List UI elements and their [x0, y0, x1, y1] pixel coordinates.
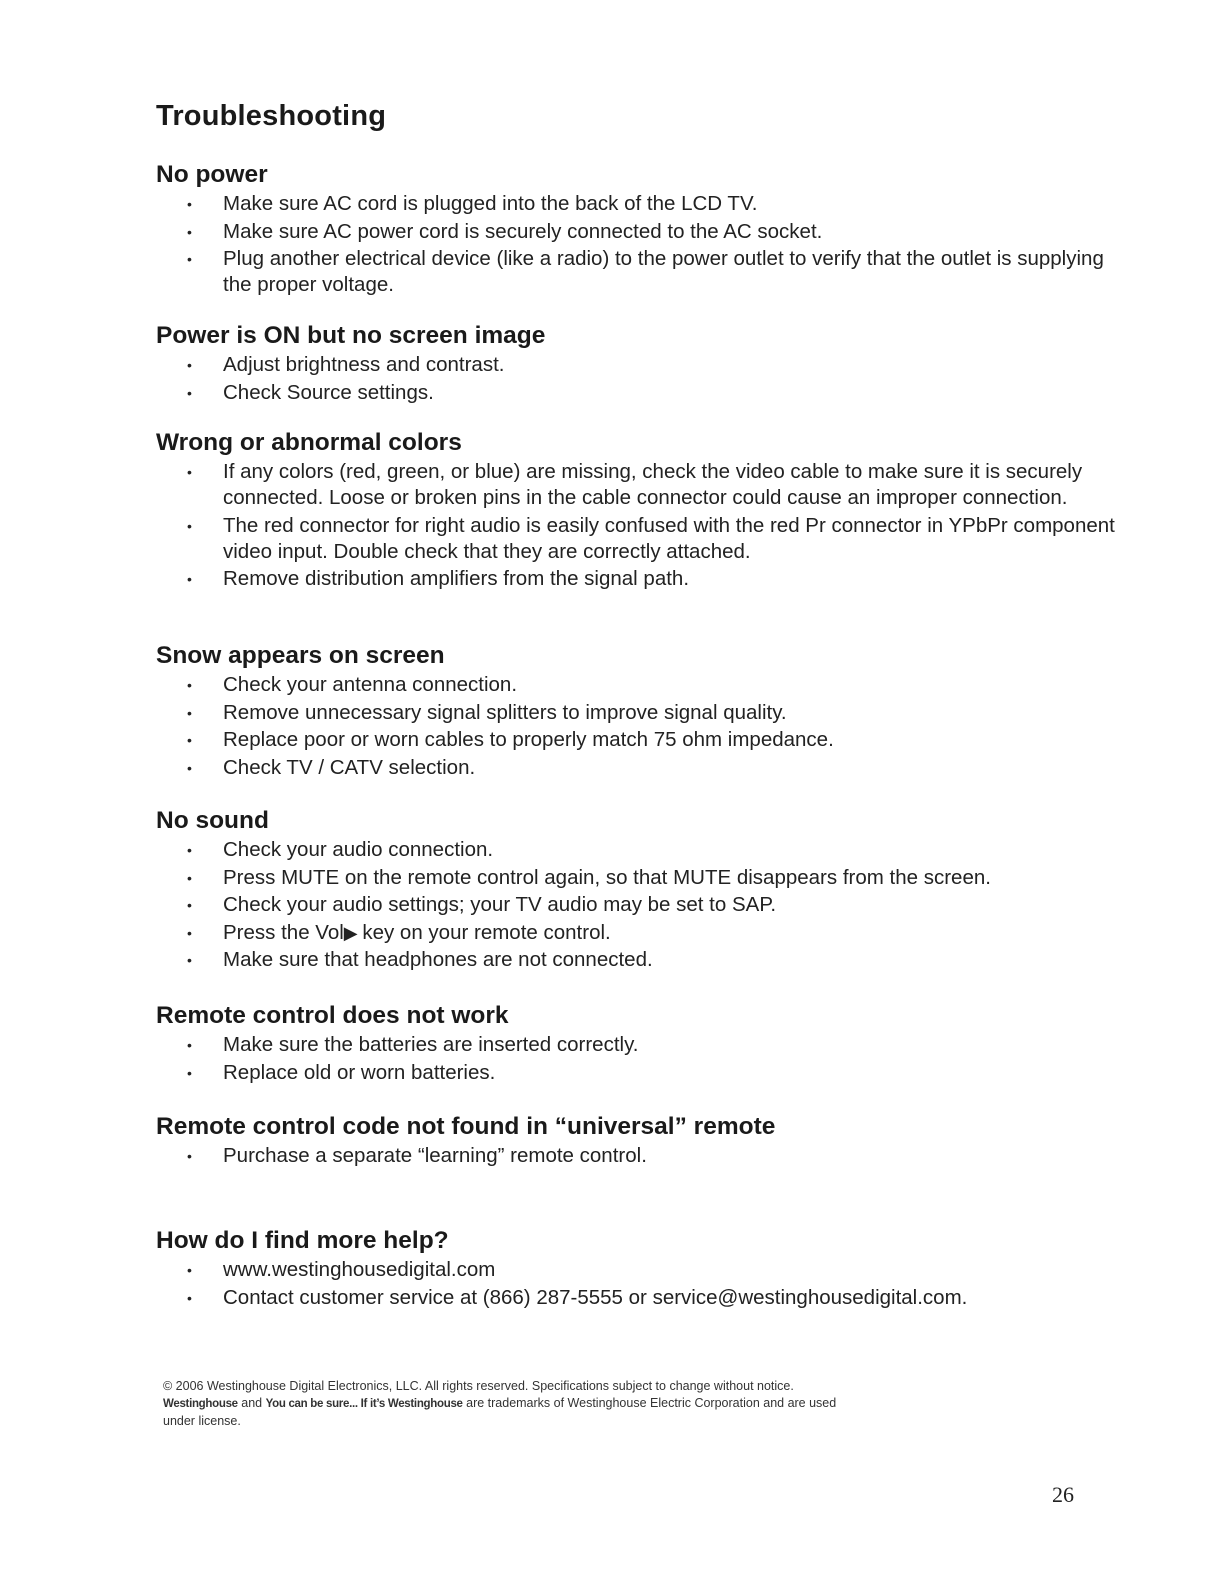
bullet-list [156, 459, 1116, 592]
list-item: • Purchase a separate “learning” remote control. [187, 1144, 647, 1167]
list-item: • Remove distribution amplifiers from the signal path. [187, 567, 690, 590]
website-link[interactable]: www.westinghousedigital.com [223, 1258, 496, 1281]
list-item: • If any colors (red, green, or blue) are missing, check the video cable to make sure it is securely connected. Loose or broken pins in the cable connector could cause an improper connection. [187, 460, 1083, 509]
bullet-list [156, 1257, 1116, 1311]
section-no-sound [156, 806, 1116, 975]
section-snow [156, 641, 1116, 782]
list-item: • Make sure AC power cord is securely connected to the AC socket. [187, 219, 823, 243]
section-heading: Snow appears on screen [156, 642, 445, 669]
bullet-icon: • [187, 704, 192, 721]
list-item: • Replace poor or worn cables to properly match 75 ohm impedance. [187, 728, 834, 751]
bullet-icon: • [187, 357, 192, 373]
list-item: • Adjust brightness and contrast. [187, 353, 505, 376]
page-number: 26 [1052, 1482, 1074, 1507]
copyright-footer [163, 1378, 963, 1430]
bullet-icon: • [187, 952, 192, 968]
vol-right-arrow-icon: ▶ [343, 922, 357, 943]
list-item: • Replace old or worn batteries. [187, 1060, 496, 1084]
bullet-icon: • [187, 1037, 192, 1053]
section-heading: Wrong or abnormal colors [156, 429, 462, 456]
list-item: • Contact customer service at (866) 287-5555 or service@westinghousedigital.com. [187, 1285, 968, 1309]
section-heading: Power is ON but no screen image [156, 322, 546, 349]
bullet-icon: • [187, 1064, 192, 1081]
bullet-icon: • [187, 924, 192, 941]
list-item: • Make sure AC cord is plugged into the back of the LCD TV. [187, 192, 758, 215]
list-item: • Press MUTE on the remote control again, so that MUTE disappears from the screen. [187, 865, 991, 889]
bullet-icon: • [187, 842, 192, 858]
list-item: • Check your antenna connection. [187, 673, 518, 696]
license-line: under license. [163, 1414, 241, 1428]
bullet-icon: • [187, 732, 192, 748]
list-item [156, 1257, 1116, 1283]
bullet-list [156, 672, 1116, 781]
bullet-icon: • [187, 571, 192, 587]
section-wrong-colors [156, 428, 1116, 594]
list-item: • Check your audio connection. [187, 838, 494, 861]
section-heading: Remote control code not found in “universal” remote [156, 1113, 776, 1140]
trademark-line: Westinghouse and You can be sure... If it’s Westinghouse are trademarks of Westinghouse Electric Corporation and are used [163, 1396, 837, 1410]
section-more-help [156, 1226, 1116, 1312]
list-item: • Check Source settings. [187, 380, 434, 404]
bullet-icon: • [187, 517, 192, 534]
section-heading: No sound [156, 807, 269, 834]
bullet-icon: • [187, 223, 192, 240]
bullet-icon: • [187, 677, 192, 693]
list-item: • Remove unnecessary signal splitters to improve signal quality. [187, 700, 787, 724]
bullet-list [156, 191, 1116, 298]
list-item: • Plug another electrical device (like a radio) to the power outlet to verify that the outlet is supplying the proper voltage. [187, 247, 1104, 296]
list-item: • Press the Vol▶ key on your remote control. [187, 920, 611, 944]
bullet-icon: • [187, 1289, 192, 1306]
section-remote-not-working [156, 1001, 1116, 1087]
section-heading: No power [156, 161, 268, 188]
list-item: • Check TV / CATV selection. [187, 755, 476, 779]
bullet-list [156, 1032, 1116, 1086]
list-item: • Make sure that headphones are not connected. [187, 948, 653, 971]
brand-name: Westinghouse [163, 1398, 238, 1410]
section-remote-code [156, 1112, 1116, 1171]
list-item: • The red connector for right audio is easily confused with the red Pr connector in YPbPr component video input. Double check that they are correctly attached. [187, 513, 1115, 563]
bullet-list [156, 352, 1116, 406]
page-title: Troubleshooting [156, 100, 387, 132]
bullet-icon: • [187, 1148, 192, 1164]
brand-slogan: You can be sure... If it’s Westinghouse [265, 1398, 463, 1410]
section-heading: How do I find more help? [156, 1227, 449, 1254]
copyright-line: © 2006 Westinghouse Digital Electronics, LLC. All rights reserved. Specifications subject to change without notice. [163, 1379, 794, 1393]
section-power-on-no-image [156, 321, 1116, 407]
list-item: • Check your audio settings; your TV audio may be set to SAP. [187, 893, 777, 916]
section-no-power [156, 160, 1116, 300]
section-heading: Remote control does not work [156, 1002, 509, 1029]
bullet-icon: • [187, 897, 192, 913]
bullet-icon: • [187, 251, 192, 267]
bullet-icon: • [187, 1262, 192, 1278]
bullet-icon: • [187, 196, 192, 212]
bullet-list [156, 1143, 1116, 1169]
bullet-list [156, 837, 1116, 973]
bullet-icon: • [187, 869, 192, 886]
bullet-icon: • [187, 384, 192, 401]
list-item: • Make sure the batteries are inserted correctly. [187, 1033, 639, 1056]
bullet-icon: • [187, 464, 192, 480]
bullet-icon: • [187, 759, 192, 776]
